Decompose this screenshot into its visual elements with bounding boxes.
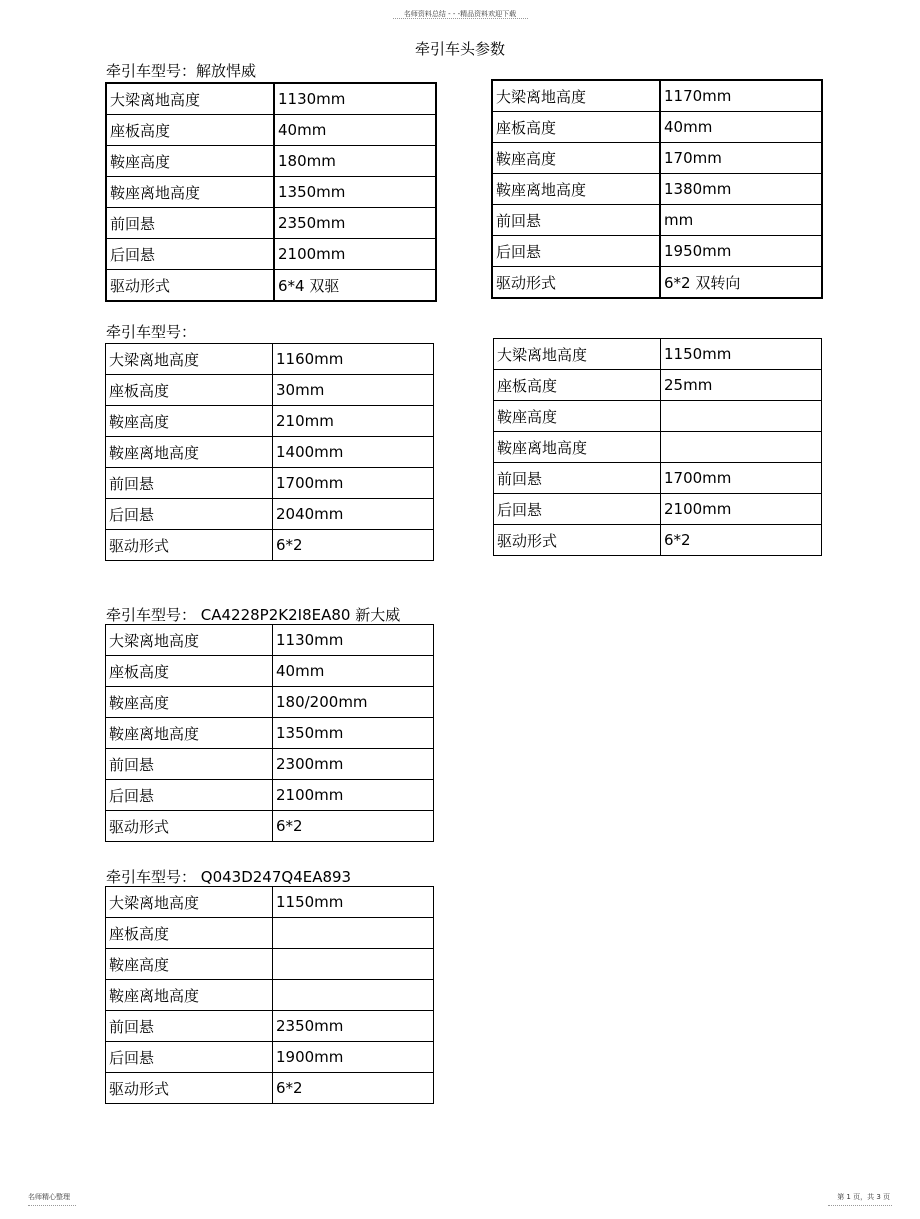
table-row <box>492 267 822 299</box>
table-row <box>106 656 434 687</box>
param-name: 座板高度 <box>492 112 660 143</box>
param-value: 1170mm <box>660 80 822 112</box>
param-name: 前回悬 <box>106 749 273 780</box>
param-value: 6*2 双转向 <box>660 267 822 299</box>
param-value: 40mm <box>273 656 434 687</box>
table-row <box>492 236 822 267</box>
table-row <box>106 780 434 811</box>
param-name: 鞍座离地高度 <box>494 432 661 463</box>
param-name: 大梁离地高度 <box>494 339 661 370</box>
table-row <box>106 625 434 656</box>
param-name: 后回悬 <box>106 780 273 811</box>
param-name: 鞍座高度 <box>106 949 273 980</box>
param-name: 大梁离地高度 <box>106 887 273 918</box>
param-name: 鞍座高度 <box>494 401 661 432</box>
spec-table <box>105 886 434 1104</box>
param-name: 鞍座离地高度 <box>106 718 273 749</box>
table-row <box>106 1073 434 1104</box>
table-row <box>106 239 436 270</box>
table-row <box>106 718 434 749</box>
section-caption: 牵引车型号： CA4228P2K2I8EA80 新大威 <box>106 606 401 624</box>
param-value: 1400mm <box>273 437 434 468</box>
param-value: 1160mm <box>273 344 434 375</box>
param-name: 座板高度 <box>106 375 273 406</box>
param-name: 后回悬 <box>106 1042 273 1073</box>
table-row <box>492 174 822 205</box>
param-name: 前回悬 <box>494 463 661 494</box>
table-row <box>106 468 434 499</box>
param-name: 前回悬 <box>106 468 273 499</box>
table-row <box>106 687 434 718</box>
param-value: 40mm <box>274 115 436 146</box>
spec-table <box>491 79 823 299</box>
param-value: 6*4 双驱 <box>274 270 436 302</box>
param-name: 大梁离地高度 <box>106 83 274 115</box>
table-row <box>106 949 434 980</box>
table-row <box>106 530 434 561</box>
param-name: 座板高度 <box>106 115 274 146</box>
param-value: 1150mm <box>273 887 434 918</box>
spec-table <box>493 338 822 556</box>
param-name: 驱动形式 <box>492 267 660 299</box>
param-value <box>273 949 434 980</box>
table-row <box>106 918 434 949</box>
table-row <box>494 339 822 370</box>
param-value: 6*2 <box>273 1073 434 1104</box>
table-row <box>106 115 436 146</box>
param-value: 180/200mm <box>273 687 434 718</box>
param-value: 6*2 <box>661 525 822 556</box>
param-name: 座板高度 <box>106 656 273 687</box>
table-row <box>494 494 822 525</box>
param-value: 1900mm <box>273 1042 434 1073</box>
table-row <box>494 370 822 401</box>
table-row <box>106 177 436 208</box>
footer-divider-left <box>28 1205 76 1206</box>
param-name: 后回悬 <box>492 236 660 267</box>
param-value: 1350mm <box>273 718 434 749</box>
table-row <box>106 406 434 437</box>
param-name: 驱动形式 <box>106 811 273 842</box>
section-caption: 牵引车型号： <box>106 323 197 341</box>
param-value: 1700mm <box>661 463 822 494</box>
param-value: 1130mm <box>273 625 434 656</box>
table-row <box>106 749 434 780</box>
footer-divider-right <box>828 1205 892 1206</box>
table-row <box>106 887 434 918</box>
param-name: 驱动形式 <box>106 270 274 302</box>
param-value: 2100mm <box>661 494 822 525</box>
header-divider <box>393 18 528 19</box>
param-value: 2100mm <box>274 239 436 270</box>
param-value: 2100mm <box>273 780 434 811</box>
param-name: 大梁离地高度 <box>106 344 273 375</box>
table-row <box>494 432 822 463</box>
param-name: 驱动形式 <box>106 1073 273 1104</box>
table-row <box>106 83 436 115</box>
param-value: mm <box>660 205 822 236</box>
table-row <box>106 1042 434 1073</box>
param-value: 40mm <box>660 112 822 143</box>
table-row <box>106 499 434 530</box>
spec-table <box>105 343 434 561</box>
page-header: 名师资料总结 - - -精品资料欢迎下载 <box>403 10 517 18</box>
section-caption: 牵引车型号： Q043D247Q4EA893 <box>106 868 352 886</box>
param-name: 鞍座高度 <box>492 143 660 174</box>
table-row <box>494 525 822 556</box>
param-name: 前回悬 <box>492 205 660 236</box>
param-value: 1350mm <box>274 177 436 208</box>
table-row <box>106 344 434 375</box>
table-row <box>106 270 436 302</box>
param-name: 鞍座高度 <box>106 687 273 718</box>
footer-left: 名师精心整理 <box>28 1193 70 1201</box>
param-value: 2350mm <box>274 208 436 239</box>
param-value <box>273 980 434 1011</box>
param-value: 1950mm <box>660 236 822 267</box>
param-value: 2040mm <box>273 499 434 530</box>
table-row <box>106 437 434 468</box>
table-row <box>106 208 436 239</box>
param-value: 1700mm <box>273 468 434 499</box>
param-name: 后回悬 <box>494 494 661 525</box>
param-value: 25mm <box>661 370 822 401</box>
param-name: 驱动形式 <box>494 525 661 556</box>
param-value: 170mm <box>660 143 822 174</box>
param-name: 鞍座离地高度 <box>106 437 273 468</box>
param-name: 座板高度 <box>494 370 661 401</box>
table-row <box>106 146 436 177</box>
param-value: 1130mm <box>274 83 436 115</box>
param-value: 2300mm <box>273 749 434 780</box>
param-name: 鞍座离地高度 <box>106 980 273 1011</box>
page-number: 第 1 页，共 3 页 <box>837 1193 890 1201</box>
table-row <box>492 205 822 236</box>
param-value: 30mm <box>273 375 434 406</box>
table-row <box>106 375 434 406</box>
param-value: 180mm <box>274 146 436 177</box>
param-name: 鞍座离地高度 <box>492 174 660 205</box>
param-name: 前回悬 <box>106 208 274 239</box>
spec-table <box>105 624 434 842</box>
param-value <box>273 918 434 949</box>
param-value: 6*2 <box>273 811 434 842</box>
param-value <box>661 401 822 432</box>
table-row <box>106 1011 434 1042</box>
param-value <box>661 432 822 463</box>
table-row <box>494 463 822 494</box>
param-name: 前回悬 <box>106 1011 273 1042</box>
param-value: 6*2 <box>273 530 434 561</box>
param-name: 大梁离地高度 <box>106 625 273 656</box>
table-row <box>492 80 822 112</box>
param-name: 鞍座高度 <box>106 406 273 437</box>
section-caption: 牵引车型号：解放悍威 <box>106 62 257 80</box>
table-row <box>494 401 822 432</box>
param-value: 210mm <box>273 406 434 437</box>
param-name: 大梁离地高度 <box>492 80 660 112</box>
table-row <box>492 112 822 143</box>
table-row <box>106 980 434 1011</box>
param-value: 1150mm <box>661 339 822 370</box>
param-value: 1380mm <box>660 174 822 205</box>
table-row <box>106 811 434 842</box>
page-title: 牵引车头参数 <box>414 40 505 58</box>
param-name: 驱动形式 <box>106 530 273 561</box>
table-row <box>492 143 822 174</box>
param-name: 鞍座离地高度 <box>106 177 274 208</box>
spec-table <box>105 82 437 302</box>
param-name: 后回悬 <box>106 499 273 530</box>
param-name: 鞍座高度 <box>106 146 274 177</box>
param-name: 后回悬 <box>106 239 274 270</box>
param-name: 座板高度 <box>106 918 273 949</box>
param-value: 2350mm <box>273 1011 434 1042</box>
